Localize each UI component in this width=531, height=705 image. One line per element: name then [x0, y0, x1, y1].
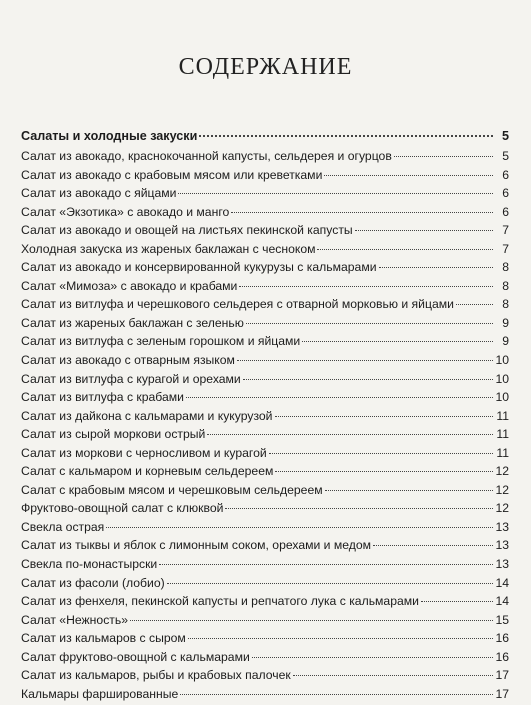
dot-leader: [159, 564, 493, 565]
toc-entry-page: 13: [495, 557, 509, 572]
dot-leader: [325, 490, 493, 491]
toc-entry-label: Салат из авокадо, краснокочанной капусты, сельдерея и огурцов: [21, 149, 392, 163]
toc-entry-page: 7: [502, 223, 509, 238]
toc-entry-page: 6: [502, 167, 509, 182]
toc-entry: [21, 390, 509, 409]
toc-entry: [21, 297, 509, 316]
toc-entry: [21, 372, 509, 391]
dot-leader: [456, 304, 493, 305]
toc-entry: [21, 464, 509, 483]
toc-section-page: 5: [501, 129, 509, 143]
toc-entry-label: Свекла острая: [21, 519, 105, 534]
dot-leader: [130, 620, 493, 621]
toc-entry-page: 12: [495, 464, 509, 479]
toc-entry-label: Салат из дайкона с кальмарами и кукурузой: [21, 408, 273, 423]
dot-leader: [269, 453, 493, 454]
dot-leader: [180, 694, 493, 695]
dot-leader: [237, 360, 493, 361]
toc-entry-label: Салат из авокадо и овощей на листьях пекинской капусты: [21, 223, 353, 238]
toc-entry-page: 7: [502, 241, 509, 256]
toc-entry: [21, 650, 509, 669]
toc-entry: [21, 279, 509, 298]
dot-leader: [167, 583, 493, 584]
toc-entry: [21, 594, 509, 613]
toc-entry: [21, 149, 509, 168]
toc-entry: [21, 557, 509, 576]
toc-entry: [21, 353, 509, 372]
dot-leader: [355, 230, 493, 231]
toc-entry-page: 6: [502, 204, 509, 219]
toc-entry-page: 13: [495, 538, 509, 553]
toc-entry-label: Салат из авокадо с яйцами: [21, 186, 177, 201]
toc-entry-page: 8: [502, 278, 509, 293]
toc-entry-label: Салат из моркови с черносливом и курагой: [21, 445, 267, 460]
toc-entry-page: 11: [496, 408, 509, 423]
dot-leader: [106, 527, 493, 528]
toc-entry-label: Салат фруктово-овощной с кальмарами: [21, 649, 250, 664]
toc-entry-page: 5: [502, 149, 509, 163]
dot-leader: [225, 508, 493, 509]
toc-entry-label: Салат из кальмаров, рыбы и крабовых палочек: [21, 668, 291, 683]
toc-entry-label: Салат из сырой моркови острый: [21, 427, 206, 442]
toc-section-heading: [21, 129, 509, 149]
toc-entry: [21, 446, 509, 465]
toc-entry-page: 9: [502, 334, 509, 349]
toc-entry-label: Салат из витлуфа с зеленым горошком и яйцами: [21, 334, 301, 349]
toc-entry-page: 17: [495, 668, 509, 683]
toc-entry: [21, 316, 509, 335]
toc-entry-page: 11: [496, 445, 509, 460]
toc-entry-page: 14: [495, 594, 509, 609]
toc-entry: [21, 668, 509, 687]
toc-entry-label: Салат из авокадо и консервированной кукурузы с кальмарами: [21, 260, 377, 275]
dot-leader: [275, 416, 494, 417]
dot-leader: [379, 267, 493, 268]
toc-entry-label: Салат из витлуфа с крабами: [21, 390, 184, 405]
toc-entry-label: Салат из жареных баклажан с зеленью: [21, 315, 244, 330]
toc-entry-page: 8: [502, 260, 509, 275]
toc-entry-page: 11: [496, 427, 509, 442]
toc-entry-page: 14: [495, 575, 509, 590]
toc-entry: [21, 205, 509, 224]
dot-leader: [293, 675, 493, 676]
toc-entry-label: Салат «Мимоза» с авокадо и крабами: [21, 278, 238, 293]
dot-leader: [302, 341, 493, 342]
toc-entry-label: Салат из витлуфа с курагой и орехами: [21, 371, 241, 386]
toc-entry-label: Салат с кальмаром и корневым сельдереем: [21, 464, 274, 479]
toc-section-label: Салаты и холодные закуски: [21, 129, 198, 143]
toc-entry-page: 8: [502, 297, 509, 312]
toc-entry-page: 16: [495, 631, 509, 646]
dot-leader: [317, 249, 493, 250]
toc-entry-label: Кальмары фаршированные: [21, 686, 179, 701]
dot-leader: [231, 212, 493, 213]
toc-entry-label: Салат из фасоли (лобио): [21, 575, 165, 590]
dot-leader: [239, 286, 493, 287]
toc-entry-page: 17: [495, 686, 509, 701]
toc-entry: [21, 334, 509, 353]
dot-leader: [246, 323, 493, 324]
dot-leader: [199, 135, 493, 137]
toc-entry-page: 16: [495, 649, 509, 664]
toc-entry: [21, 223, 509, 242]
toc-entry: [21, 427, 509, 446]
toc-entry-label: Фруктово-овощной салат с клюквой: [21, 501, 224, 516]
toc-entry-label: Холодная закуска из жареных баклажан с чесноком: [21, 241, 316, 256]
toc-entry: [21, 687, 509, 705]
toc-entry: [21, 520, 509, 539]
toc-entry: [21, 631, 509, 650]
toc-entry: [21, 186, 509, 205]
toc-entry: [21, 409, 509, 428]
dot-leader: [207, 434, 493, 435]
dot-leader: [324, 175, 493, 176]
dot-leader: [394, 156, 493, 157]
toc-entry: [21, 483, 509, 502]
page-title: СОДЕРЖАНИЕ: [178, 54, 353, 80]
toc-entry-label: Салат с крабовым мясом и черешковым сельдереем: [21, 482, 323, 497]
toc-entry-page: 6: [502, 186, 509, 201]
toc-entry: [21, 260, 509, 279]
toc-entry-label: Салат из витлуфа и черешкового сельдерея с отварной морковью и яйцами: [21, 297, 454, 312]
dot-leader: [243, 379, 493, 380]
dot-leader: [275, 471, 493, 472]
toc-entry-label: Свекла по-монастырски: [21, 557, 158, 572]
toc-entry-label: Салат из кальмаров с сыром: [21, 631, 186, 646]
dot-leader: [178, 193, 493, 194]
dot-leader: [373, 545, 493, 546]
toc-entry: [21, 242, 509, 261]
dot-leader: [252, 657, 493, 658]
toc-entry-label: Салат из авокадо с крабовым мясом или креветками: [21, 167, 323, 182]
toc-entry-label: Салат из тыквы и яблок с лимонным соком, орехами и медом: [21, 538, 372, 553]
dot-leader: [421, 601, 493, 602]
toc-entry: [21, 168, 509, 187]
toc-entry-label: Салат «Экзотика» с авокадо и манго: [21, 204, 230, 219]
toc-entry-page: 10: [495, 353, 509, 368]
toc-entry: [21, 613, 509, 632]
toc-entry-page: 10: [495, 371, 509, 386]
toc-entry-page: 15: [495, 612, 509, 627]
toc-entry-label: Салат из фенхеля, пекинской капусты и репчатого лука с кальмарами: [21, 594, 419, 609]
toc-entry-page: 10: [495, 390, 509, 405]
toc-entry-page: 13: [495, 519, 509, 534]
table-of-contents: [21, 129, 509, 705]
toc-entry: [21, 501, 509, 520]
toc-entry-label: Салат из авокадо с отварным языком: [21, 353, 235, 368]
toc-entry-page: 12: [495, 501, 509, 516]
toc-entry: [21, 576, 509, 595]
toc-entry: [21, 538, 509, 557]
dot-leader: [186, 397, 493, 398]
toc-entry-page: 9: [502, 315, 509, 330]
toc-entry-page: 12: [495, 482, 509, 497]
dot-leader: [188, 638, 493, 639]
toc-entry-label: Салат «Нежность»: [21, 612, 128, 627]
